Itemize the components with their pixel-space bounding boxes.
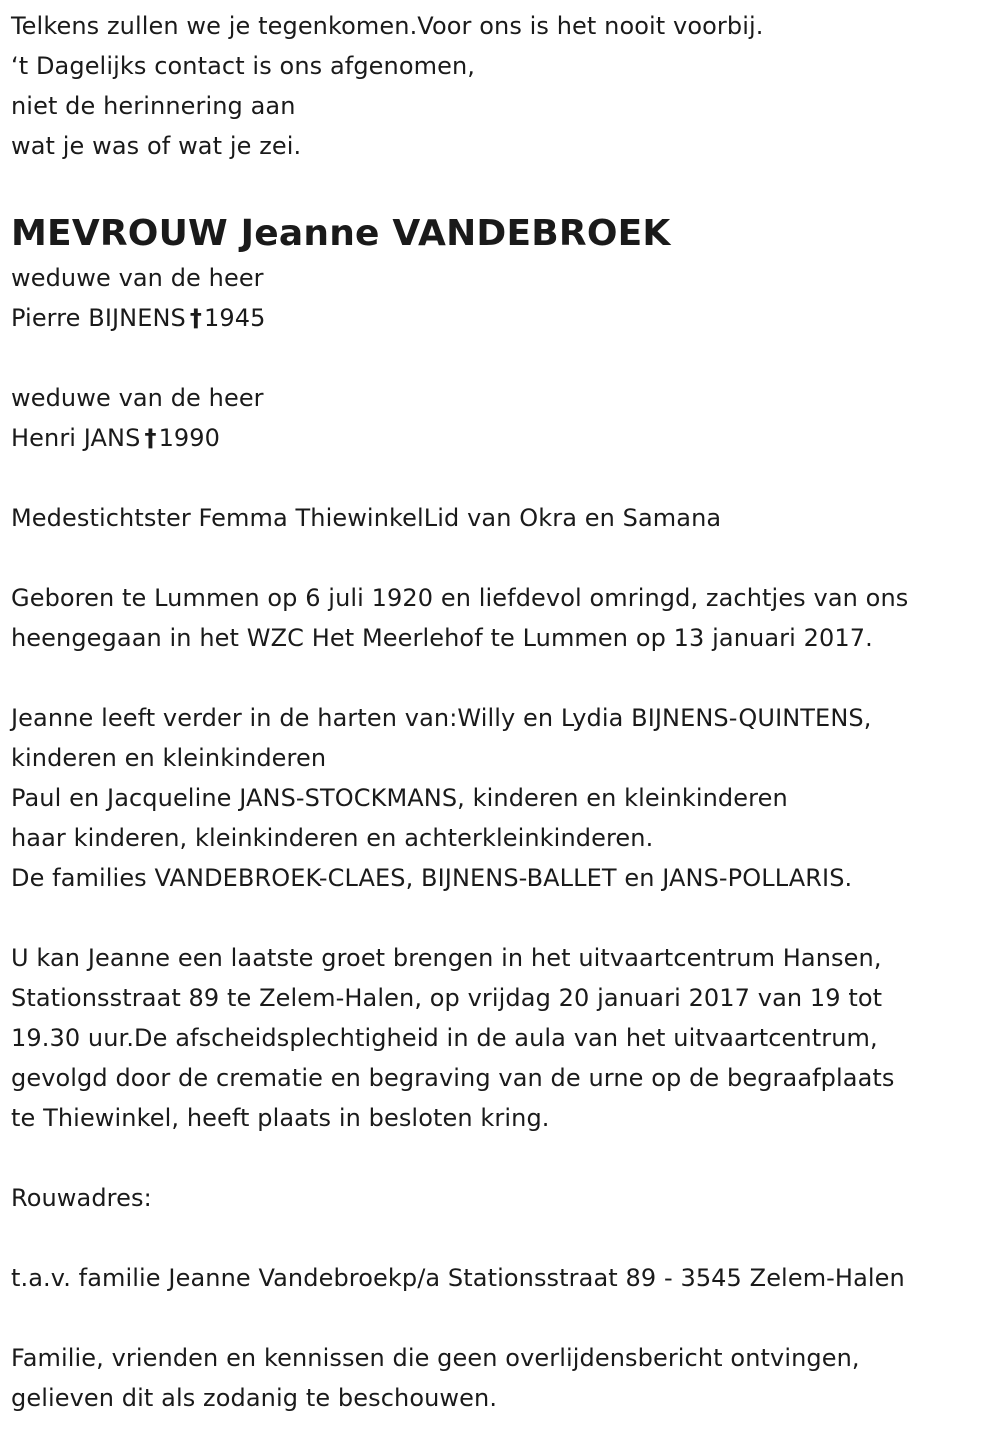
cross-icon: †: [189, 304, 202, 332]
spouse-1-year: 1945: [204, 304, 266, 332]
deceased-name: MEVROUW Jeanne VANDEBROEK: [11, 213, 671, 254]
spouse-1: [11, 298, 996, 338]
spouse-1-relation: weduwe van de heer: [11, 264, 264, 292]
spouse-2: [11, 418, 996, 458]
roles-text: Medestichtster Femma ThiewinkelLid van Okra en Samana: [11, 504, 722, 532]
spouse-2-year: 1990: [158, 424, 221, 452]
address-value: t.a.v. familie Jeanne Vandebroekp/a Stationsstraat 89 - 3545 Zelem-Halen: [11, 1264, 905, 1292]
farewell-line-2: Stationsstraat 89 te Zelem-Halen, op vrijdag 20 januari 2017 van 19 tot: [11, 984, 883, 1012]
survivors-line-2: kinderen en kleinkinderen: [11, 744, 327, 772]
farewell-line-3: 19.30 uur.De afscheidsplechtigheid in de aula van het uitvaartcentrum,: [11, 1024, 878, 1052]
birth-line-1: Geboren te Lummen op 6 juli 1920 en liefdevol omringd, zachtjes van ons: [11, 584, 909, 612]
poem-line-3: niet de herinnering aan: [11, 92, 296, 120]
poem-line-2: ‘t Dagelijks contact is ons afgenomen,: [11, 52, 475, 80]
farewell-line-1: U kan Jeanne een laatste groet brengen in het uitvaartcentrum Hansen,: [11, 944, 882, 972]
spouse-2-relation: weduwe van de heer: [11, 384, 264, 412]
notice-line-2: gelieven dit als zodanig te beschouwen.: [11, 1384, 498, 1412]
spouse-2-name: Henri JANS: [11, 424, 141, 452]
notice-line-1: Familie, vrienden en kennissen die geen overlijdensbericht ontvingen,: [11, 1344, 860, 1372]
cross-icon: †: [144, 424, 157, 452]
survivors-line-1: Jeanne leeft verder in de harten van:Willy en Lydia BIJNENS-QUINTENS,: [11, 704, 872, 732]
obituary-document: [11, 6, 996, 1418]
survivors-line-3: Paul en Jacqueline JANS-STOCKMANS, kinderen en kleinkinderen: [11, 784, 788, 812]
survivors-line-5: De families VANDEBROEK-CLAES, BIJNENS-BALLET en JANS-POLLARIS.: [11, 864, 853, 892]
survivors-line-4: haar kinderen, kleinkinderen en achterkleinkinderen.: [11, 824, 654, 852]
farewell-line-5: te Thiewinkel, heeft plaats in besloten kring.: [11, 1104, 550, 1132]
birth-line-2: heengegaan in het WZC Het Meerlehof te Lummen op 13 januari 2017.: [11, 624, 873, 652]
spouse-1-name: Pierre BIJNENS: [11, 304, 186, 332]
poem-line-1: Telkens zullen we je tegenkomen.Voor ons is het nooit voorbij.: [11, 12, 764, 40]
address-label: Rouwadres:: [11, 1184, 152, 1212]
poem-line-4: wat je was of wat je zei.: [11, 132, 302, 160]
farewell-line-4: gevolgd door de crematie en begraving van de urne op de begraafplaats: [11, 1064, 895, 1092]
